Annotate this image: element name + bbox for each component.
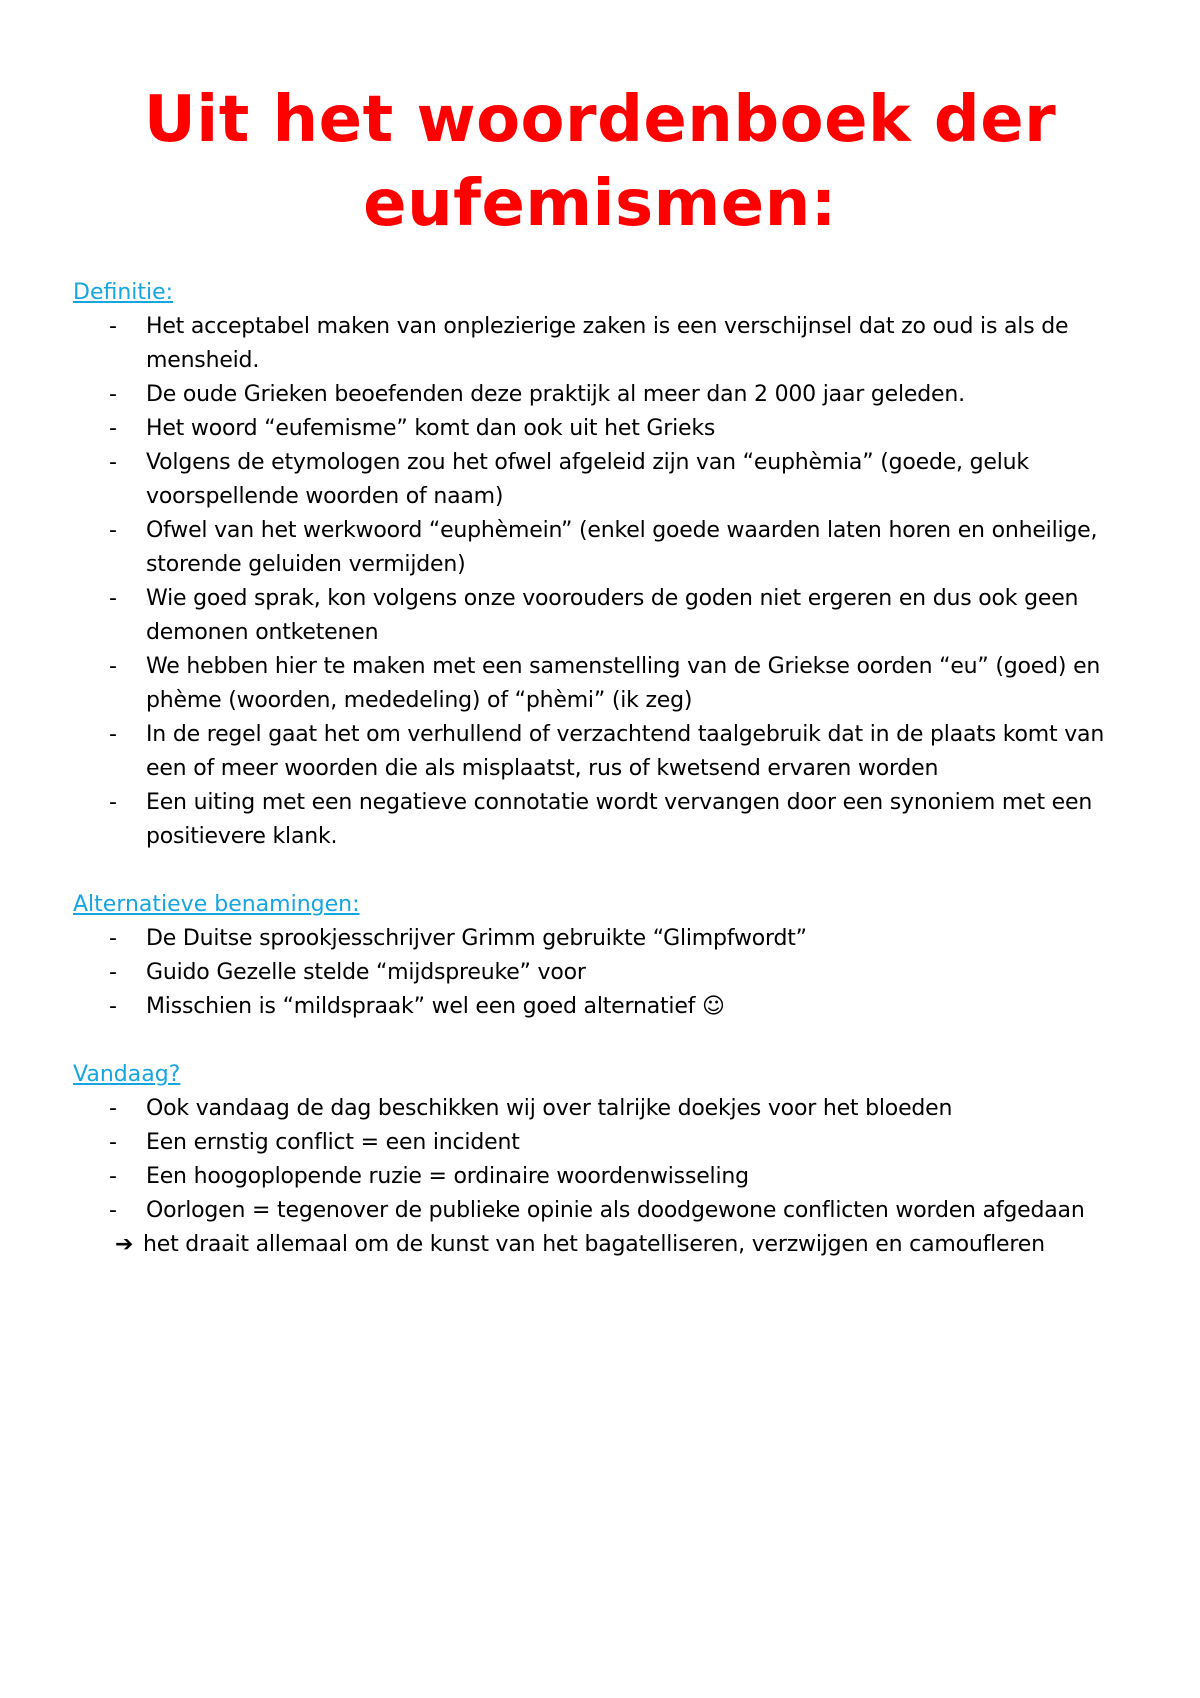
list-item-text: Misschien is “mildspraak” wel een goed alternatief ☺ (146, 994, 725, 1019)
section-alternatieve-benamingen (73, 888, 1133, 1024)
bullet-dash: - (109, 1198, 117, 1223)
bullet-dash: - (109, 960, 117, 985)
section-heading-definitie: Definitie: (73, 280, 174, 305)
bullet-dash: - (109, 382, 117, 407)
conclusion-line (73, 1228, 1133, 1262)
list-item-text: We hebben hier te maken met een samenstelling van de Griekse oorden “eu” (goed) en phème (woorden, mededeling) of “phèmi” (ik zeg) (146, 654, 1101, 713)
arrow-right-icon: ➔ (115, 1232, 134, 1257)
list-item (73, 378, 1133, 412)
list-item-text: Een uiting met een negatieve connotatie wordt vervangen door een synoniem met een positievere klank. (146, 790, 1093, 849)
list-item-text: De Duitse sprookjesschrijver Grimm gebruikte “Glimpfwordt” (146, 926, 807, 951)
bullet-dash: - (109, 1130, 117, 1155)
bullet-dash: - (109, 722, 117, 747)
list-item (73, 1194, 1133, 1228)
bullet-dash: - (109, 1096, 117, 1121)
definitie-list (73, 310, 1133, 854)
conclusion-text: het draait allemaal om de kunst van het bagatelliseren, verzwijgen en camoufleren (143, 1232, 1045, 1257)
list-item (73, 310, 1133, 378)
list-item-text: Ofwel van het werkwoord “euphèmein” (enkel goede waarden laten horen en onheilige, storende geluiden vermijden) (146, 518, 1098, 577)
list-item-text: Wie goed sprak, kon volgens onze voorouders de goden niet ergeren en dus ook geen demonen ontketenen (146, 586, 1079, 645)
bullet-dash: - (109, 994, 117, 1019)
list-item-text: De oude Grieken beoefenden deze praktijk al meer dan 2 000 jaar geleden. (146, 382, 965, 407)
list-item-text: Guido Gezelle stelde “mijdspreuke” voor (146, 960, 586, 985)
list-item (73, 718, 1133, 786)
vandaag-list (73, 1092, 1133, 1228)
list-item-text: Ook vandaag de dag beschikken wij over talrijke doekjes voor het bloeden (146, 1096, 953, 1121)
list-item-text: Een ernstig conflict = een incident (146, 1130, 520, 1155)
list-item (73, 1160, 1133, 1194)
list-item-text: Een hoogoplopende ruzie = ordinaire woordenwisseling (146, 1164, 749, 1189)
list-item (73, 990, 1133, 1024)
bullet-dash: - (109, 416, 117, 441)
list-item (73, 412, 1133, 446)
bullet-dash: - (109, 790, 117, 815)
list-item (73, 446, 1133, 514)
list-item (73, 582, 1133, 650)
list-item-text: Oorlogen = tegenover de publieke opinie als doodgewone conflicten worden afgedaan (146, 1198, 1085, 1223)
list-item (73, 1126, 1133, 1160)
bullet-dash: - (109, 1164, 117, 1189)
document-title: Uit het woordenboek der eufemismen: (143, 83, 1057, 241)
bullet-dash: - (109, 314, 117, 339)
list-item-text: Het acceptabel maken van onplezierige zaken is een verschijnsel dat zo oud is als de mensheid. (146, 314, 1069, 373)
bullet-dash: - (109, 518, 117, 543)
list-item-text: Het woord “eufemisme” komt dan ook uit het Grieks (146, 416, 716, 441)
bullet-dash: - (109, 926, 117, 951)
list-item (73, 1092, 1133, 1126)
section-definitie (73, 276, 1133, 854)
section-heading-vandaag: Vandaag? (73, 1062, 181, 1087)
list-item (73, 956, 1133, 990)
bullet-dash: - (109, 450, 117, 475)
list-item (73, 786, 1133, 854)
bullet-dash: - (109, 586, 117, 611)
section-vandaag (73, 1058, 1133, 1262)
bullet-dash: - (109, 654, 117, 679)
section-heading-alternatieve-benamingen: Alternatieve benamingen: (73, 892, 360, 917)
alternatieve-benamingen-list (73, 922, 1133, 1024)
list-item (73, 922, 1133, 956)
list-item-text: In de regel gaat het om verhullend of verzachtend taalgebruik dat in de plaats komt van een of meer woorden die als misplaatst, rus of kwetsend ervaren worden (146, 722, 1105, 781)
list-item (73, 650, 1133, 718)
list-item-text: Volgens de etymologen zou het ofwel afgeleid zijn van “euphèmia” (goede, geluk voorspellende woorden of naam) (146, 450, 1029, 509)
list-item (73, 514, 1133, 582)
